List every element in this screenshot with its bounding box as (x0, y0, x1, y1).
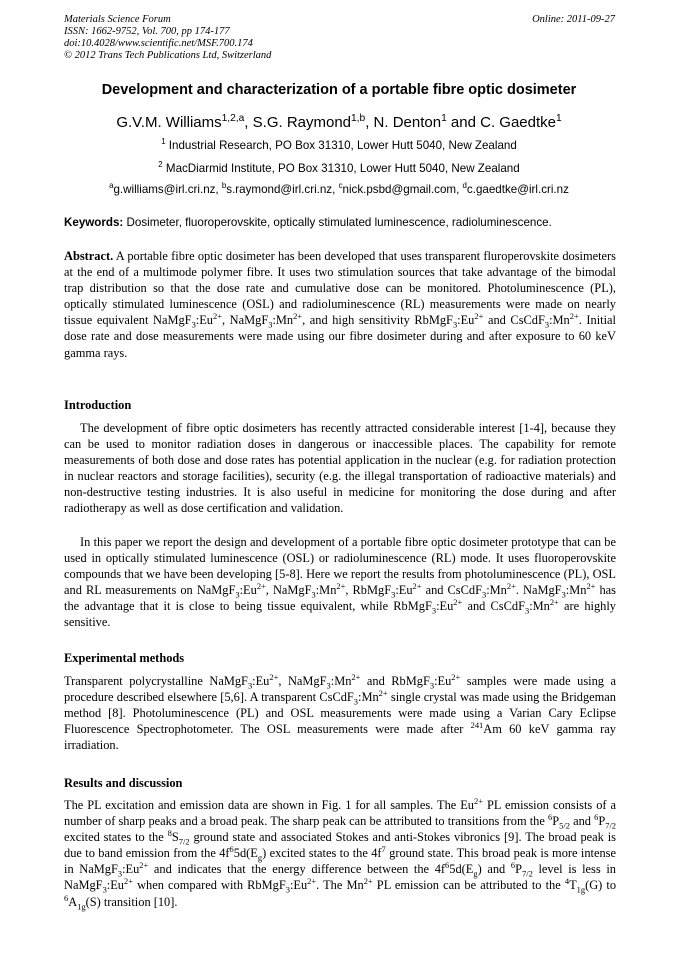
paper-title: Development and characterization of a portable fibre optic dosimeter (101, 82, 577, 98)
author-list: G.V.M. Williams$^{1,2,a}$, S.G. Raymond$^{1,b}$, N. Denton$^1$ and C. Gaedtke$^1$ (116, 113, 562, 131)
author-name: N. Denton (373, 114, 442, 131)
section-heading-introduction: Introduction (64, 398, 132, 412)
abstract-label: Abstract. (64, 249, 114, 263)
author-name: S.G. Raymond (252, 114, 352, 131)
methods-paragraph: Transparent polycrystalline $NaMgF_3:Eu^{2+}$, $NaMgF_3:Mn^{2+}$ and $RbMgF_3:Eu^{2+}$ samples were made using a procedure described elsewhere [5,6]. A transparent $CsCdF_3:Mn^{2+}$ single crystal was made using the Bridgeman method [8]. Photoluminescence (PL) and OSL measurements were made using a Varian Cary Eclipse Fluorescence Spectrophotometer. The OSL measurements were made after $^{241}$Am 60 keV gamma ray irradiation. (64, 671, 616, 753)
author-name: C. Gaedtke (480, 114, 556, 131)
introduction-paragraph-2: In this paper we report the design and development of a portable fibre optic dosimeter prototype that can be used in optically stimulated luminescence (OSL) or radioluminescence (RL) mode. It uses fluoroperovskite compounds that we have been developing [5-8]. Here we report the results from photoluminescence (PL), OSL and RL measurements on $NaMgF_3:Eu^{2+}$, $NaMgF_3:Mn^{2+}$, $RbMgF_3:Eu^{2+}$ and $CsCdF_3:Mn^{2+}$. $NaMgF_3:Mn^{2+}$ has the advantage that it is close to being tissue equivalent, while $RbMgF_3:Eu^{2+}$ and $CsCdF_3:Mn^{2+}$ are highly sensitive. (64, 535, 616, 630)
introduction-paragraph-1: The development of fibre optic dosimeters has recently attracted considerable interest [1-4], because they can be used to monitor radiation doses in dangerous or inaccessible places. The capability for remote measurements of both dose and dose rates has potential application in the nuclear (e.g. for radiation protection in nuclear reactors and storage facilities), security (e.g. the illegal transportation of radioactive materials) and non-destructive testing industries. It is also useful in medicine for monitoring the dose during and after radiotherapy as well as dose certification and validation. (64, 421, 616, 516)
author-affil-mark: 1 (441, 113, 447, 124)
author-affil-mark: 1,2,a (221, 113, 245, 124)
keywords-label: Keywords: (64, 216, 124, 229)
journal-name: Materials Science Forum (64, 14, 171, 25)
copyright-line: © 2012 Trans Tech Publications Ltd, Switzerland (64, 50, 272, 61)
results-paragraph: The PL excitation and emission data are shown in Fig. 1 for all samples. The $Eu^{2+}$ PL emission consists of a number of sharp peaks and a broad peak. The sharp peak can be attributed to transitions from the $^6P_{5/2}$ and $^6P_{7/2}$ excited states to the $^8S_{7/2}$ ground state and associated Stokes and anti-Stokes vibronics [9]. The broad peak is due to band emission from the $4f^65d(E_g)$ excited states to the $4f^7$ ground state. This broad peak is more intense in $NaMgF_3:Eu^{2+}$ and indicates that the energy difference between the $4f^65d(E_g)$ and $^6P_{7/2}$ level is less in $NaMgF_3:Eu^{2+}$ when compared with $RbMgF_3:Eu^{2+}$. The $Mn^{2+}$ PL emission can be attributed to the $^4T_{1g}(G)$ to $^6A_{1g}(S)$ transition [10]. (64, 795, 617, 912)
online-date: Online: 2011-09-27 (532, 14, 615, 25)
author-affil-mark: 1 (556, 113, 562, 124)
section-heading-methods: Experimental methods (64, 651, 185, 665)
section-heading-results: Results and discussion (64, 776, 183, 790)
keywords: Keywords: Dosimeter, fluoroperovskite, optically stimulated luminescence, radioluminescence. (64, 216, 552, 229)
abstract: Abstract. A portable fibre optic dosimeter has been developed that uses transparent fluroperovskite dosimeters at the end of a multimode polymer fibre. It uses two stimulation sources that take advantage of the bimodal trap distribution so that the dose rate and cumulative dose can be monitored. Photoluminescence (PL), optically stimulated luminescence (OSL) and radioluminescence (RL) measurements were made on nearly tissue equivalent $NaMgF_3:Eu^{2+}$, $NaMgF_3:Mn^{2+}$, and high sensitivity $RbMgF_3:Eu^{2+}$ and $CsCdF_3:Mn^{2+}$. Initial dose rate and dose measurements were made using our fibre dosimeter during and after exposure to 60 keV gamma rays. (64, 249, 616, 360)
author-emails: $^a$g.williams@irl.cri.nz, $^b$s.raymond@irl.cri.nz, $^c$nick.psbd@gmail.com, $^d$c.gaedtke@irl.cri.nz (109, 181, 569, 196)
issn-line: ISSN: 1662-9752, Vol. 700, pp 174-177 (64, 26, 230, 37)
author-name: G.V.M. Williams (116, 114, 222, 131)
affiliation-2: $^2$ MacDiarmid Institute, PO Box 31310, Lower Hutt 5040, New Zealand (158, 160, 520, 175)
affiliation-1: $^1$ Industrial Research, PO Box 31310, Lower Hutt 5040, New Zealand (161, 137, 517, 152)
doi-line: doi:10.4028/www.scientific.net/MSF.700.174 (64, 38, 253, 49)
journal-header (64, 14, 271, 62)
author-affil-mark: 1,b (351, 113, 366, 124)
